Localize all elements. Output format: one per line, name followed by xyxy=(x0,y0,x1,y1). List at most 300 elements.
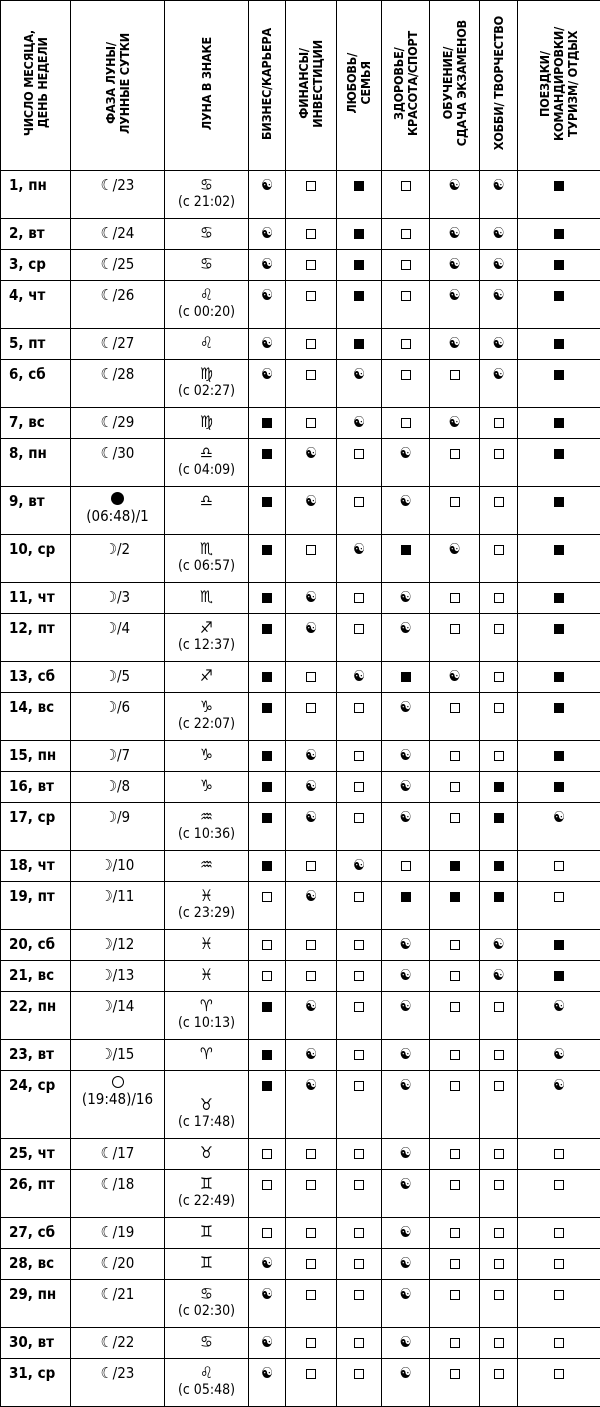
rating-cell xyxy=(337,1170,382,1218)
rating-cell xyxy=(249,1071,286,1139)
rating-cell xyxy=(430,930,480,961)
yin-yang-icon: ☯ xyxy=(448,667,460,685)
moon-sign-cell xyxy=(165,535,249,583)
yin-yang-icon: ☯ xyxy=(261,1254,273,1272)
empty-square-icon xyxy=(494,593,504,603)
moon-phase-cell xyxy=(71,1170,165,1218)
table-row xyxy=(1,408,600,439)
rating-cell xyxy=(430,250,480,281)
empty-square-icon xyxy=(401,370,411,380)
empty-square-icon xyxy=(450,703,460,713)
empty-square-icon xyxy=(554,1228,564,1238)
yin-yang-icon: ☯ xyxy=(448,540,460,558)
rating-cell xyxy=(480,992,518,1040)
filled-square-icon xyxy=(262,672,272,682)
table-row xyxy=(1,487,600,535)
empty-square-icon xyxy=(354,624,364,634)
table-row xyxy=(1,250,600,281)
empty-square-icon xyxy=(354,892,364,902)
moon-phase-cell xyxy=(71,693,165,741)
rating-cell xyxy=(337,171,382,219)
empty-square-icon xyxy=(554,1369,564,1379)
yin-yang-icon: ☯ xyxy=(399,935,411,953)
empty-square-icon xyxy=(354,1180,364,1190)
rating-cell xyxy=(249,171,286,219)
lunar-day-text: ☽/9 xyxy=(105,808,130,826)
rating-cell xyxy=(518,171,600,219)
day-cell: 11, чт xyxy=(1,583,71,614)
yin-yang-icon: ☯ xyxy=(448,286,460,304)
rating-cell xyxy=(430,1218,480,1249)
yin-yang-icon: ☯ xyxy=(399,808,411,826)
rating-cell xyxy=(480,583,518,614)
moon-sign-cell xyxy=(165,583,249,614)
rating-cell xyxy=(249,439,286,487)
zodiac-sign-icon: ♉ xyxy=(165,1144,248,1161)
empty-square-icon xyxy=(450,624,460,634)
empty-square-icon xyxy=(306,672,316,682)
filled-square-icon xyxy=(554,449,564,459)
rating-cell xyxy=(518,1170,600,1218)
day-cell: 12, пт xyxy=(1,614,71,662)
rating-cell xyxy=(337,329,382,360)
rating-cell xyxy=(249,1280,286,1328)
zodiac-sign-icon: ♓ xyxy=(165,966,248,983)
header-love-label: ЛЮБОВЬ/ СЕМЬЯ xyxy=(345,53,373,114)
day-cell: 20, сб xyxy=(1,930,71,961)
filled-square-icon xyxy=(554,545,564,555)
empty-square-icon xyxy=(494,1228,504,1238)
rating-cell xyxy=(337,930,382,961)
empty-square-icon xyxy=(262,1149,272,1159)
sign-change-time: (с 21:02) xyxy=(165,193,248,211)
rating-cell xyxy=(382,219,430,250)
rating-cell xyxy=(518,614,600,662)
table-row xyxy=(1,961,600,992)
filled-square-icon xyxy=(262,1081,272,1091)
day-cell: 23, вт xyxy=(1,1040,71,1071)
filled-square-icon xyxy=(262,1002,272,1012)
moon-sign-cell xyxy=(165,1071,249,1139)
rating-cell xyxy=(480,281,518,329)
moon-sign-cell xyxy=(165,693,249,741)
empty-square-icon xyxy=(306,545,316,555)
rating-cell xyxy=(382,487,430,535)
moon-sign-cell xyxy=(165,487,249,535)
header-health-label: ЗДОРОВЬЕ/ КРАСОТА/СПОРТ xyxy=(392,31,420,136)
yin-yang-icon: ☯ xyxy=(399,444,411,462)
empty-square-icon xyxy=(354,971,364,981)
rating-cell xyxy=(286,1359,337,1407)
yin-yang-icon: ☯ xyxy=(553,1076,565,1094)
rating-cell xyxy=(249,329,286,360)
empty-square-icon xyxy=(354,940,364,950)
rating-cell xyxy=(286,1218,337,1249)
rating-cell xyxy=(430,1280,480,1328)
empty-square-icon xyxy=(494,672,504,682)
moon-phase-cell xyxy=(71,408,165,439)
moon-phase-cell xyxy=(71,535,165,583)
empty-square-icon xyxy=(554,1259,564,1269)
rating-cell xyxy=(518,535,600,583)
filled-square-icon xyxy=(401,545,411,555)
yin-yang-icon: ☯ xyxy=(553,997,565,1015)
moon-sign-cell xyxy=(165,614,249,662)
rating-cell xyxy=(249,772,286,803)
empty-square-icon xyxy=(494,1369,504,1379)
empty-square-icon xyxy=(554,1180,564,1190)
empty-square-icon xyxy=(306,339,316,349)
yin-yang-icon: ☯ xyxy=(353,667,365,685)
header-health xyxy=(382,1,430,171)
yin-yang-icon: ☯ xyxy=(399,1333,411,1351)
rating-cell xyxy=(518,360,600,408)
day-cell: 15, пн xyxy=(1,741,71,772)
empty-square-icon xyxy=(354,1259,364,1269)
rating-cell xyxy=(430,360,480,408)
empty-square-icon xyxy=(494,1081,504,1091)
rating-cell xyxy=(430,171,480,219)
moon-phase-cell xyxy=(71,992,165,1040)
table-row xyxy=(1,614,600,662)
yin-yang-icon: ☯ xyxy=(492,255,504,273)
rating-cell xyxy=(480,741,518,772)
rating-cell xyxy=(430,961,480,992)
empty-square-icon xyxy=(450,1259,460,1269)
filled-square-icon xyxy=(401,672,411,682)
rating-cell xyxy=(480,1170,518,1218)
yin-yang-icon: ☯ xyxy=(399,777,411,795)
rating-cell xyxy=(480,882,518,930)
rating-cell xyxy=(337,803,382,851)
zodiac-sign-icon: ♓ xyxy=(165,935,248,952)
zodiac-sign-icon: ♋ xyxy=(165,1285,248,1302)
moon-phase-cell xyxy=(71,614,165,662)
rating-cell xyxy=(249,741,286,772)
empty-square-icon xyxy=(306,971,316,981)
moon-phase-cell xyxy=(71,1139,165,1170)
zodiac-sign-icon: ♓ xyxy=(165,887,248,904)
yin-yang-icon: ☯ xyxy=(399,698,411,716)
rating-cell xyxy=(430,487,480,535)
filled-square-icon xyxy=(554,260,564,270)
rating-cell xyxy=(286,439,337,487)
moon-sign-cell xyxy=(165,803,249,851)
filled-square-icon xyxy=(354,260,364,270)
lunar-day-text: ☽/4 xyxy=(105,619,130,637)
empty-square-icon xyxy=(401,181,411,191)
rating-cell xyxy=(518,439,600,487)
rating-cell xyxy=(286,1040,337,1071)
zodiac-sign-icon: ♎ xyxy=(165,444,248,461)
rating-cell xyxy=(249,1218,286,1249)
header-day-label: ЧИСЛО МЕСЯЦА, ДЕНЬ НЕДЕЛИ xyxy=(22,30,50,136)
yin-yang-icon: ☯ xyxy=(399,1285,411,1303)
lunar-day-text: ☾/30 xyxy=(101,444,135,462)
rating-cell xyxy=(337,851,382,882)
rating-cell xyxy=(382,1170,430,1218)
rating-cell xyxy=(480,693,518,741)
rating-cell xyxy=(382,583,430,614)
empty-square-icon xyxy=(494,1180,504,1190)
header-love xyxy=(337,1,382,171)
lunar-day-text: (06:48)/1 xyxy=(86,507,149,525)
table-row xyxy=(1,930,600,961)
rating-cell xyxy=(249,961,286,992)
moon-sign-cell xyxy=(165,219,249,250)
moon-sign-cell xyxy=(165,882,249,930)
filled-square-icon xyxy=(262,751,272,761)
lunar-day-text: ☾/24 xyxy=(101,224,135,242)
rating-cell xyxy=(249,1040,286,1071)
rating-cell xyxy=(430,1170,480,1218)
zodiac-sign-icon: ♈ xyxy=(165,997,248,1014)
table-row xyxy=(1,693,600,741)
yin-yang-icon: ☯ xyxy=(492,334,504,352)
yin-yang-icon: ☯ xyxy=(492,365,504,383)
rating-cell xyxy=(518,1328,600,1359)
day-cell: 18, чт xyxy=(1,851,71,882)
rating-cell xyxy=(249,1328,286,1359)
empty-square-icon xyxy=(354,751,364,761)
empty-square-icon xyxy=(450,1228,460,1238)
rating-cell xyxy=(518,250,600,281)
filled-square-icon xyxy=(554,782,564,792)
day-cell: 16, вт xyxy=(1,772,71,803)
rating-cell xyxy=(480,803,518,851)
rating-cell xyxy=(286,487,337,535)
rating-cell xyxy=(286,171,337,219)
yin-yang-icon: ☯ xyxy=(353,413,365,431)
empty-square-icon xyxy=(306,1149,316,1159)
lunar-day-text: ☾/26 xyxy=(101,286,135,304)
rating-cell xyxy=(337,219,382,250)
filled-square-icon xyxy=(262,449,272,459)
sign-change-time: (с 17:48) xyxy=(165,1113,248,1131)
table-row xyxy=(1,741,600,772)
rating-cell xyxy=(382,439,430,487)
table-row xyxy=(1,772,600,803)
rating-cell xyxy=(382,1280,430,1328)
rating-cell xyxy=(249,803,286,851)
yin-yang-icon: ☯ xyxy=(261,286,273,304)
rating-cell xyxy=(382,803,430,851)
rating-cell xyxy=(480,662,518,693)
header-study-label: ОБУЧЕНИЕ/ СДАЧА ЭКЗАМЕНОВ xyxy=(441,20,469,146)
zodiac-sign-icon: ♊ xyxy=(165,1175,248,1192)
moon-phase-cell xyxy=(71,281,165,329)
table-row xyxy=(1,360,600,408)
rating-cell xyxy=(518,281,600,329)
yin-yang-icon: ☯ xyxy=(305,1076,317,1094)
yin-yang-icon: ☯ xyxy=(305,808,317,826)
lunar-day-text: ☾/23 xyxy=(101,1364,135,1382)
filled-square-icon xyxy=(450,892,460,902)
moon-sign-cell xyxy=(165,408,249,439)
rating-cell xyxy=(480,360,518,408)
day-cell: 17, ср xyxy=(1,803,71,851)
moon-sign-cell xyxy=(165,1218,249,1249)
empty-square-icon xyxy=(262,971,272,981)
rating-cell xyxy=(480,1071,518,1139)
empty-square-icon xyxy=(494,751,504,761)
zodiac-sign-icon: ♍ xyxy=(165,365,248,382)
rating-cell xyxy=(249,693,286,741)
rating-cell xyxy=(249,614,286,662)
rating-cell xyxy=(430,1249,480,1280)
empty-square-icon xyxy=(354,782,364,792)
header-travel-label: ПОЕЗДКИ/ КОМАНДИРОВКИ/ ТУРИЗМ/ ОТДЫХ xyxy=(538,27,580,141)
rating-cell xyxy=(337,487,382,535)
zodiac-sign-icon: ♉ xyxy=(165,1096,248,1113)
empty-square-icon xyxy=(306,1228,316,1238)
day-cell: 14, вс xyxy=(1,693,71,741)
rating-cell xyxy=(518,487,600,535)
rating-cell xyxy=(286,1071,337,1139)
rating-cell xyxy=(286,219,337,250)
empty-square-icon xyxy=(306,291,316,301)
rating-cell xyxy=(480,1359,518,1407)
moon-sign-cell xyxy=(165,439,249,487)
zodiac-sign-icon: ♒ xyxy=(165,856,248,873)
rating-cell xyxy=(480,1040,518,1071)
filled-square-icon xyxy=(494,892,504,902)
moon-phase-cell xyxy=(71,439,165,487)
lunar-day-text: ☽/10 xyxy=(101,856,135,874)
moon-phase-cell xyxy=(71,360,165,408)
moon-phase-cell xyxy=(71,772,165,803)
rating-cell xyxy=(337,408,382,439)
zodiac-sign-icon: ♋ xyxy=(165,224,248,241)
rating-cell xyxy=(286,851,337,882)
sign-change-time: (с 05:48) xyxy=(165,1381,248,1399)
rating-cell xyxy=(382,772,430,803)
lunar-day-text: ☽/2 xyxy=(105,540,130,558)
rating-cell xyxy=(286,741,337,772)
yin-yang-icon: ☯ xyxy=(261,1285,273,1303)
moon-sign-cell xyxy=(165,250,249,281)
rating-cell xyxy=(286,408,337,439)
empty-square-icon xyxy=(450,1149,460,1159)
empty-square-icon xyxy=(450,813,460,823)
yin-yang-icon: ☯ xyxy=(305,746,317,764)
empty-square-icon xyxy=(401,260,411,270)
filled-square-icon xyxy=(554,181,564,191)
moon-phase-cell xyxy=(71,1249,165,1280)
table-row xyxy=(1,535,600,583)
zodiac-sign-icon: ♎ xyxy=(165,492,248,509)
moon-sign-cell xyxy=(165,1139,249,1170)
lunar-day-text: ☾/23 xyxy=(101,176,135,194)
yin-yang-icon: ☯ xyxy=(399,1364,411,1382)
empty-square-icon xyxy=(401,418,411,428)
rating-cell xyxy=(337,772,382,803)
rating-cell xyxy=(382,992,430,1040)
rating-cell xyxy=(286,930,337,961)
yin-yang-icon: ☯ xyxy=(399,966,411,984)
rating-cell xyxy=(249,535,286,583)
moon-sign-cell xyxy=(165,772,249,803)
rating-cell xyxy=(430,882,480,930)
rating-cell xyxy=(382,535,430,583)
rating-cell xyxy=(430,772,480,803)
table-row xyxy=(1,1218,600,1249)
day-cell: 27, сб xyxy=(1,1218,71,1249)
rating-cell xyxy=(286,882,337,930)
rating-cell xyxy=(382,693,430,741)
rating-cell xyxy=(518,1071,600,1139)
rating-cell xyxy=(430,741,480,772)
rating-cell xyxy=(382,1359,430,1407)
rating-cell xyxy=(382,329,430,360)
empty-square-icon xyxy=(450,782,460,792)
rating-cell xyxy=(382,961,430,992)
lunar-day-text: ☾/25 xyxy=(101,255,135,273)
filled-square-icon xyxy=(262,624,272,634)
lunar-day-text: ☽/15 xyxy=(101,1045,135,1063)
empty-square-icon xyxy=(306,181,316,191)
empty-square-icon xyxy=(554,1290,564,1300)
moon-phase-cell xyxy=(71,329,165,360)
yin-yang-icon: ☯ xyxy=(261,334,273,352)
yin-yang-icon: ☯ xyxy=(399,1045,411,1063)
day-cell: 30, вт xyxy=(1,1328,71,1359)
rating-cell xyxy=(249,930,286,961)
zodiac-sign-icon: ♈ xyxy=(165,1045,248,1062)
rating-cell xyxy=(480,1249,518,1280)
yin-yang-icon: ☯ xyxy=(261,176,273,194)
rating-cell xyxy=(430,614,480,662)
empty-square-icon xyxy=(450,1290,460,1300)
rating-cell xyxy=(518,1280,600,1328)
rating-cell xyxy=(518,851,600,882)
day-cell: 28, вс xyxy=(1,1249,71,1280)
filled-square-icon xyxy=(554,672,564,682)
empty-square-icon xyxy=(262,1228,272,1238)
filled-square-icon xyxy=(262,593,272,603)
rating-cell xyxy=(518,803,600,851)
rating-cell xyxy=(518,693,600,741)
filled-square-icon xyxy=(554,339,564,349)
day-cell: 4, чт xyxy=(1,281,71,329)
rating-cell xyxy=(286,992,337,1040)
filled-square-icon xyxy=(554,703,564,713)
zodiac-sign-icon: ♐ xyxy=(165,667,248,684)
yin-yang-icon: ☯ xyxy=(492,224,504,242)
filled-square-icon xyxy=(262,813,272,823)
rating-cell xyxy=(249,1170,286,1218)
header-row xyxy=(1,1,600,171)
rating-cell xyxy=(518,961,600,992)
rating-cell xyxy=(382,408,430,439)
yin-yang-icon: ☯ xyxy=(399,746,411,764)
sign-change-time: (с 02:27) xyxy=(165,382,248,400)
table-row xyxy=(1,281,600,329)
rating-cell xyxy=(430,693,480,741)
rating-cell xyxy=(480,535,518,583)
moon-phase-cell xyxy=(71,171,165,219)
table-row xyxy=(1,1040,600,1071)
rating-cell xyxy=(286,250,337,281)
yin-yang-icon: ☯ xyxy=(261,1333,273,1351)
lunar-day-text: ☾/21 xyxy=(101,1285,135,1303)
rating-cell xyxy=(480,772,518,803)
lunar-day-text: ☾/18 xyxy=(101,1175,135,1193)
table-row xyxy=(1,1280,600,1328)
moon-phase-cell xyxy=(71,803,165,851)
yin-yang-icon: ☯ xyxy=(399,1076,411,1094)
filled-square-icon xyxy=(262,418,272,428)
